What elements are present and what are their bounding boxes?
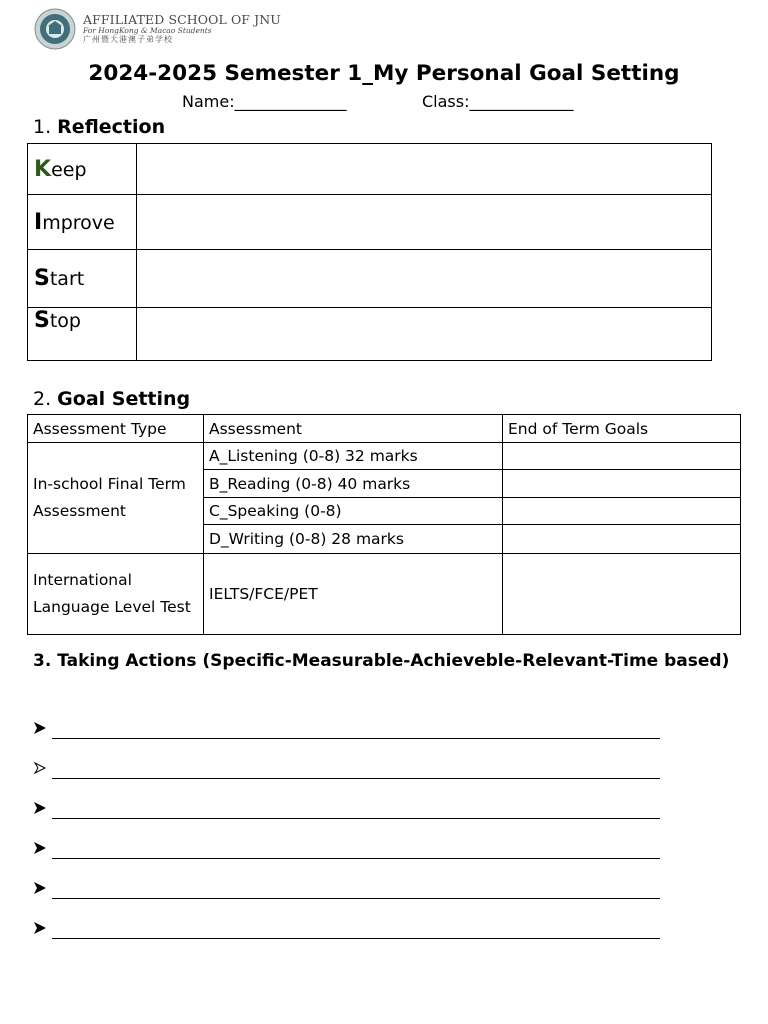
reflection-cell-start[interactable]: [137, 250, 712, 308]
goal-cell-reading[interactable]: [503, 470, 741, 498]
action-blank-line: [52, 898, 660, 899]
reflection-label-start: [28, 250, 137, 308]
stop-rest: top: [49, 310, 81, 332]
improve-rest: mprove: [42, 211, 115, 234]
section-goal-setting-heading: [33, 388, 190, 410]
reflection-cell-improve[interactable]: [137, 195, 712, 250]
header-end-of-term-goals: End of Term Goals: [503, 415, 741, 443]
keep-rest: eep: [51, 158, 87, 181]
school-name: AFFILIATED SCHOOL OF JNU: [83, 12, 281, 28]
assessment-type-in-school: In-school Final Term Assessment: [28, 443, 204, 554]
assessment-listening: A_Listening (0-8) 32 marks: [204, 443, 503, 470]
stop-initial: S: [34, 308, 50, 333]
reflection-label-keep: [28, 144, 137, 195]
improve-initial: I: [34, 209, 43, 235]
arrowhead-bullet-icon: [33, 881, 47, 895]
start-initial: S: [34, 266, 50, 291]
name-field-label: Name:______________: [182, 92, 347, 111]
header-assessment-type: Assessment Type: [28, 415, 204, 443]
reflection-cell-stop[interactable]: [137, 308, 712, 361]
arrowhead-bullet-icon: [33, 841, 47, 855]
section-label: Reflection: [57, 116, 166, 138]
reflection-label-improve: [28, 195, 137, 250]
arrowhead-bullet-icon: [33, 921, 47, 935]
goal-header-row: [28, 415, 741, 443]
arrowhead-bullet-icon: [33, 721, 47, 735]
goal-row-international: [28, 554, 741, 635]
page-title: 2024-2025 Semester 1_My Personal Goal Setting: [88, 61, 680, 86]
action-blank-line: [52, 778, 660, 779]
start-rest: tart: [49, 268, 85, 290]
school-chinese-name: 广州暨大港澳子弟学校: [83, 35, 173, 45]
school-header: [34, 8, 281, 50]
arrowhead-bullet-icon: [33, 761, 47, 775]
action-line[interactable]: [33, 841, 663, 859]
reflection-row-keep: [28, 144, 712, 195]
reflection-cell-keep[interactable]: [137, 144, 712, 195]
goal-cell-listening[interactable]: [503, 443, 741, 470]
action-line[interactable]: [33, 761, 663, 779]
action-blank-line: [52, 938, 660, 939]
goal-cell-writing[interactable]: [503, 525, 741, 554]
reflection-table: [27, 143, 712, 361]
reflection-row-start: [28, 250, 712, 308]
arrowhead-bullet-icon: [33, 801, 47, 815]
reflection-row-improve: [28, 195, 712, 250]
assessment-writing: D_Writing (0-8) 28 marks: [204, 525, 503, 554]
assessment-speaking: C_Speaking (0-8): [204, 498, 503, 525]
goal-cell-speaking[interactable]: [503, 498, 741, 525]
section-number: 1.: [33, 116, 58, 138]
action-line[interactable]: [33, 881, 663, 899]
section-label: Goal Setting: [57, 388, 191, 410]
goal-cell-international[interactable]: [503, 554, 741, 635]
assessment-ielts-fce-pet: IELTS/FCE/PET: [204, 554, 503, 635]
reflection-row-stop: [28, 308, 712, 361]
section-taking-actions-heading: 3. Taking Actions (Specific-Measurable-Achieveble-Relevant-Time based): [33, 651, 730, 671]
section-reflection-heading: [33, 116, 165, 138]
keep-initial: K: [34, 156, 52, 182]
goal-setting-table: [27, 414, 741, 635]
header-assessment: Assessment: [204, 415, 503, 443]
section-number: 2.: [33, 388, 58, 410]
reflection-label-stop: [28, 308, 137, 361]
goal-row-listening: [28, 443, 741, 470]
action-blank-line: [52, 738, 660, 739]
action-blank-line: [52, 818, 660, 819]
assessment-reading: B_Reading (0-8) 40 marks: [204, 470, 503, 498]
action-line[interactable]: [33, 801, 663, 819]
class-field-label: Class:_____________: [422, 92, 574, 111]
action-line[interactable]: [33, 921, 663, 939]
action-line[interactable]: [33, 721, 663, 739]
school-subtitle: For HongKong & Macao Students: [83, 26, 212, 36]
school-crest-icon: [34, 8, 76, 50]
action-blank-line: [52, 858, 660, 859]
assessment-type-international: International Language Level Test: [28, 554, 204, 635]
